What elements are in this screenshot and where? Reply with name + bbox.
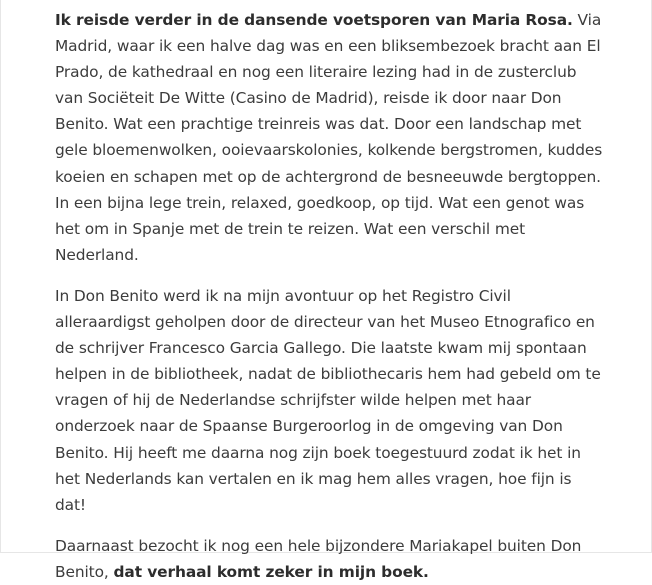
paragraph-1	[55, 7, 603, 268]
article-body	[55, 7, 603, 585]
paragraph-1-bold-lead: Ik reisde verder in de dansende voetsporen van Maria Rosa.	[55, 11, 573, 29]
paragraph-3-bold-tail: dat verhaal komt zeker in mijn boek.	[113, 562, 429, 581]
paragraph-3	[55, 533, 603, 585]
paragraph-2	[55, 283, 603, 518]
paragraph-3-text: Daarnaast bezocht ik nog een hele bijzondere Mariakapel buiten Don Benito,	[55, 536, 582, 581]
paragraph-1-text: Via Madrid, waar ik een halve dag was en een bliksembezoek bracht aan El Prado, de kathedraal en nog een literaire lezing had in de zusterclub van Sociëteit De Witte (Casino de Madrid), reisde ik door naar Don Benito. Wat een prachtige treinreis was dat. Door een landschap met gele bloemenwolken, ooievaarskolonies, kolkende bergstromen, kuddes koeien en schapen met op de achtergrond de besneeuwde bergtoppen. In een bijna lege trein, relaxed, goedkoop, op tijd. Wat een genot was het om in Spanje met de trein te reizen. Wat een verschil met Nederland.	[55, 11, 603, 264]
paragraph-2-text: In Don Benito werd ik na mijn avontuur op het Registro Civil alleraardigst geholpen door de directeur van het Museo Etnografico en de schrijver Francesco Garcia Gallego. Die laatste kwam mij spontaan helpen in de bibliotheek, nadat de bibliothecaris hem had gebeld om te vragen of hij de Nederlandse schrijfster wilde helpen met haar onderzoek naar de Spaanse Burgeroorlog in de omgeving van Don Benito. Hij heeft me daarna nog zijn boek toegestuurd zodat ik het in het Nederlands kan vertalen en ik mag hem alles vragen, hoe fijn is dat!	[55, 286, 601, 514]
